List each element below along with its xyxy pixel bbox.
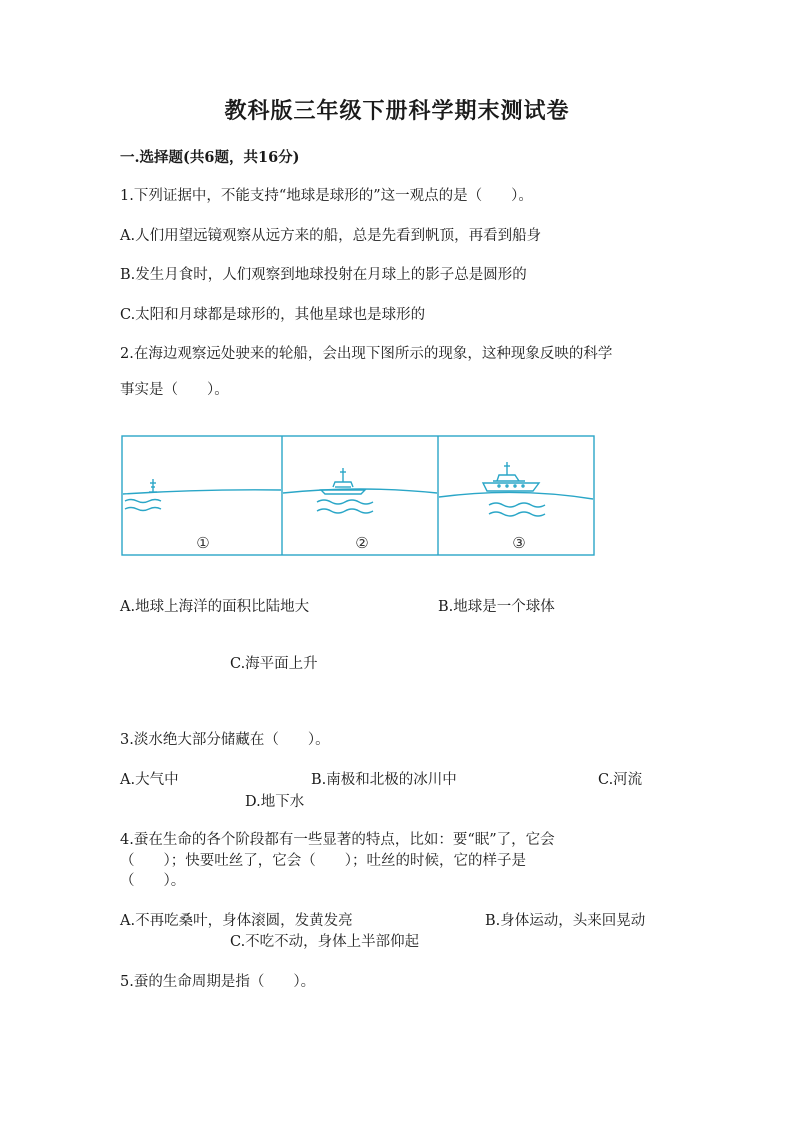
page-title: 教科版三年级下册科学期末测试卷: [224, 98, 570, 124]
panel-1-horizon: [123, 490, 281, 494]
question-5-stem: 5.蚕的生命周期是指（ ）。: [120, 974, 316, 990]
question-2-stem-line-1: 2.在海边观察远处驶来的轮船，会出现下图所示的现象，这种现象反映的科学: [120, 346, 613, 362]
question-4-stem-line-3: （ ）。: [120, 873, 186, 889]
question-1-stem: 1.下列证据中，不能支持“地球是球形的”这一观点的是（ ）。: [120, 188, 533, 204]
ship-horizon-illustration: [121, 435, 595, 556]
panel-3-label: ③: [512, 534, 526, 552]
question-4-stem-line-1: 4.蚕在生命的各个阶段都有一些显著的特点，比如：要“眠”了，它会: [120, 832, 555, 848]
question-2-option-a: A.地球上海洋的面积比陆地大: [120, 599, 310, 615]
question-2-option-b: B.地球是一个球体: [438, 599, 555, 615]
question-4-option-b: B.身体运动，头来回晃动: [485, 913, 646, 929]
panel-2-label: ②: [355, 534, 369, 552]
question-4-option-a: A.不再吃桑叶，身体滚圆，发黄发亮: [120, 913, 353, 929]
panel-2-wave: [317, 509, 373, 513]
panel-1-wave: [125, 508, 161, 511]
question-1-option-c: C.太阳和月球都是球形的，其他星球也是球形的: [120, 307, 426, 323]
panel-2-wave: [317, 500, 373, 504]
question-3-option-d: D.地下水: [245, 794, 305, 810]
panel-2-horizon: [283, 489, 437, 493]
question-2-stem-line-2: 事实是（ ）。: [120, 382, 229, 398]
question-3-option-a: A.大气中: [120, 772, 179, 788]
question-1-option-b: B.发生月食时，人们观察到地球投射在月球上的影子总是圆形的: [120, 267, 527, 283]
panel-3-wave: [489, 503, 545, 507]
question-3-stem: 3.淡水绝大部分储藏在（ ）。: [120, 732, 330, 748]
ship-horizon-figure: [121, 435, 595, 556]
question-3-option-b: B.南极和北极的冰川中: [311, 772, 457, 788]
section-heading: 一.选择题(共6题，共16分): [120, 149, 300, 166]
question-1-option-a: A.人们用望远镜观察从远方来的船，总是先看到帆顶，再看到船身: [120, 228, 542, 244]
panel-3-ship: [483, 462, 539, 491]
question-4-stem-line-2: （ ）；快要吐丝了，它会（ ）；吐丝的时候，它的样子是: [120, 853, 526, 869]
panel-3-wave: [489, 512, 545, 516]
panel-3-horizon: [439, 492, 593, 499]
panel-1-wave: [125, 500, 161, 503]
panel-1-ship-mast: [149, 479, 157, 492]
question-3-option-c: C.河流: [598, 772, 643, 788]
question-4-option-c: C.不吃不动，身体上半部仰起: [230, 934, 420, 950]
question-2-option-c: C.海平面上升: [230, 656, 318, 672]
panel-1-label: ①: [196, 534, 210, 552]
